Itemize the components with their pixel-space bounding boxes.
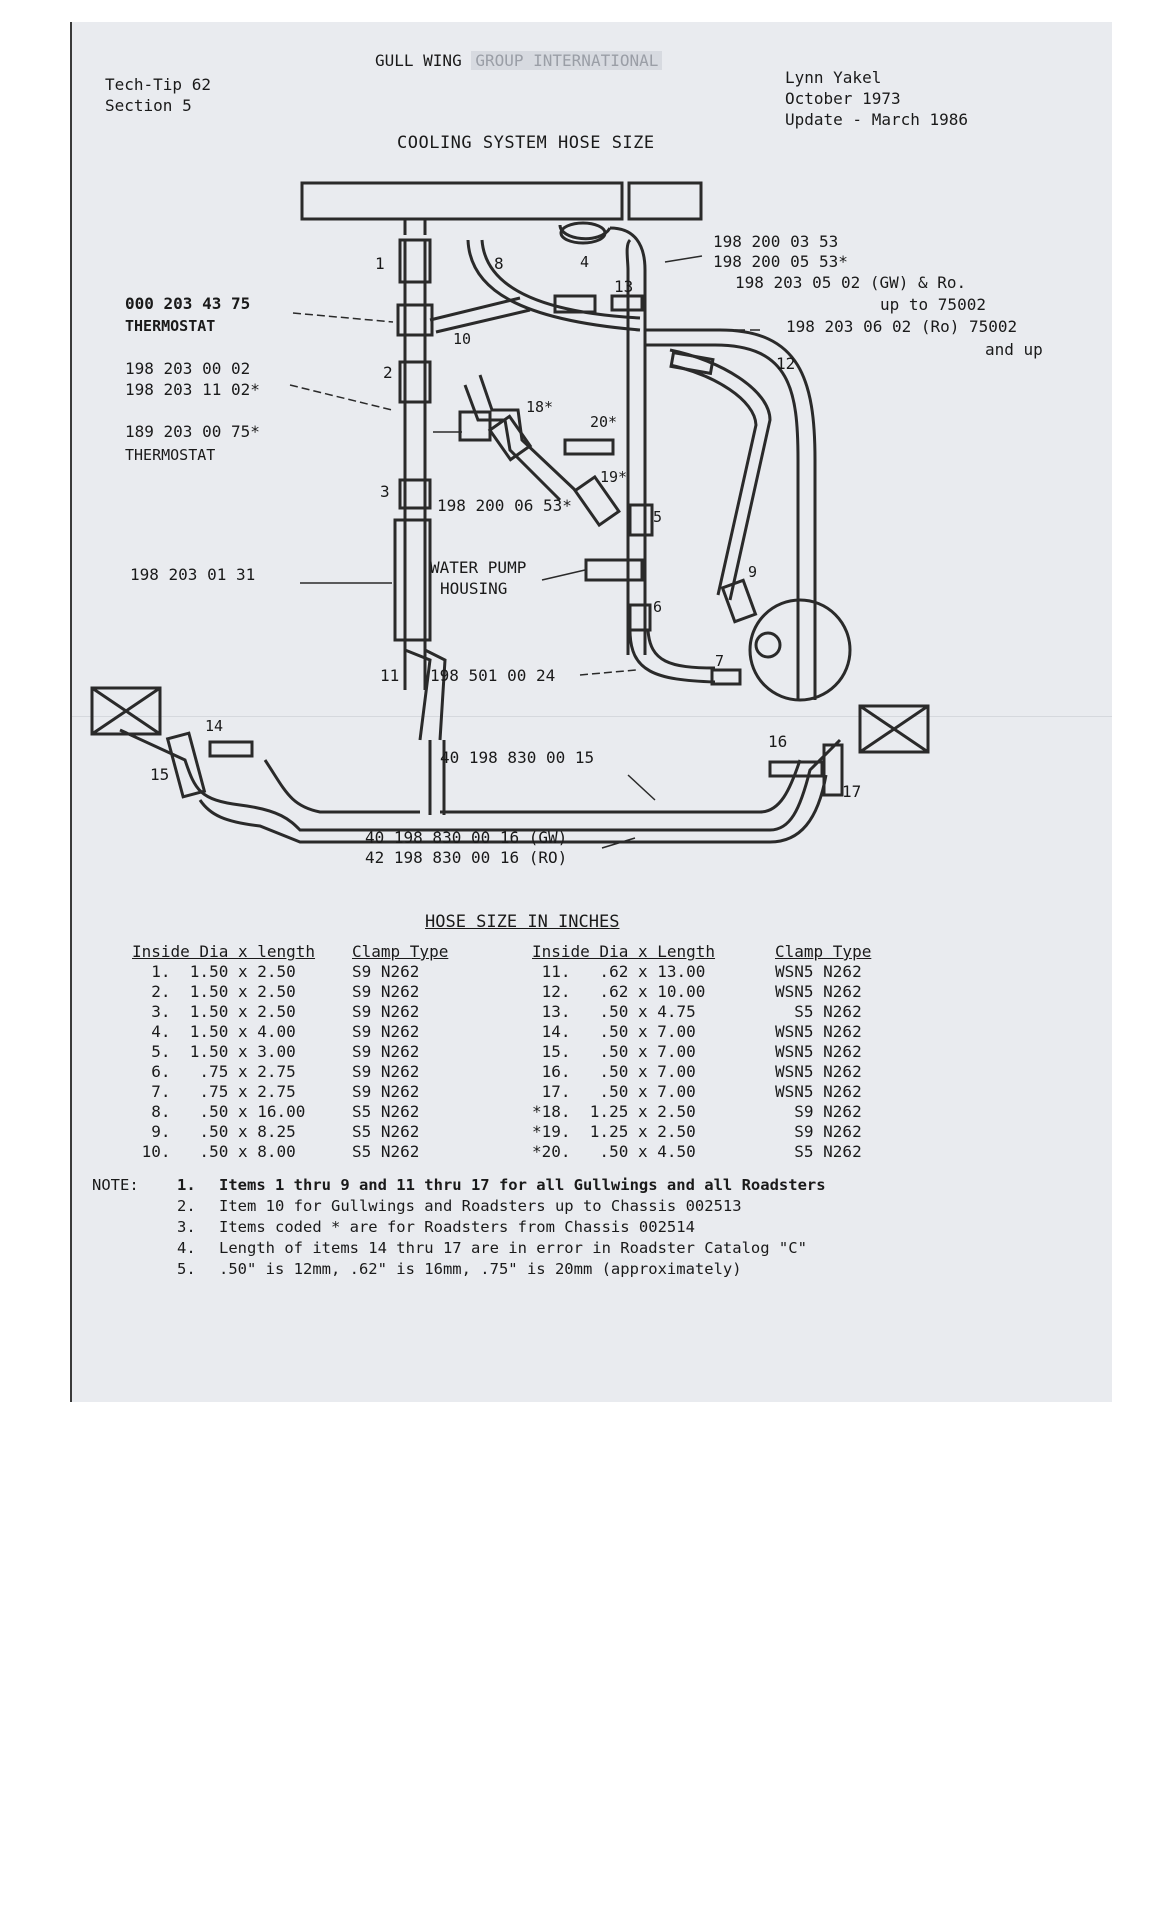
notes-section — [92, 1175, 826, 1280]
hose-clamp-type: WSN5 N262 — [775, 1042, 862, 1061]
tech-tip-label: Tech-Tip 62 — [105, 75, 211, 94]
hose-size: .50 x 4.75 — [570, 1002, 696, 1021]
and-up: and up — [985, 340, 1043, 359]
note-number: 3. — [177, 1218, 196, 1236]
hose-item-number: 16. — [532, 1062, 571, 1081]
hose-clamp-type: WSN5 N262 — [775, 1022, 862, 1041]
hose-item-number: 10. — [132, 1142, 171, 1161]
hose-clamp-type: S9 N262 — [352, 962, 420, 981]
hose-clamp-type: S9 N262 — [352, 1042, 420, 1061]
item-7: 7 — [715, 652, 725, 670]
hose-clamp-type: WSN5 N262 — [775, 1082, 862, 1101]
hose-row — [132, 962, 315, 982]
hose-20 — [565, 440, 613, 454]
hose-size: 1.50 x 2.50 — [170, 1002, 296, 1021]
water-pump-label: WATER PUMP — [430, 558, 527, 577]
thermostat-label-1: THERMOSTAT — [125, 317, 216, 335]
left-size-column — [132, 942, 315, 1162]
note-text: Item 10 for Gullwings and Roadsters up to Chassis 002513 — [219, 1197, 742, 1215]
expansion-tank — [629, 183, 701, 219]
hose-row — [532, 1002, 715, 1022]
hose-size: .50 x 4.50 — [570, 1142, 696, 1161]
org-name-faded: GROUP INTERNATIONAL — [471, 51, 662, 70]
hose-size: .62 x 13.00 — [570, 962, 706, 981]
radiator-top-tank — [302, 183, 622, 219]
hose-18-19 — [465, 375, 575, 500]
main-coolant-pipe — [405, 240, 425, 690]
hose-item-number: 15. — [532, 1042, 571, 1061]
hose-clamp-type: S5 N262 — [775, 1142, 862, 1161]
item-15: 15 — [150, 765, 170, 784]
hose-item-number: 3. — [132, 1002, 171, 1021]
hose-size: 1.25 x 2.50 — [570, 1102, 696, 1121]
item-14: 14 — [205, 717, 224, 735]
hose-row — [532, 982, 715, 1002]
hose-clamp-type: S9 N262 — [352, 1002, 420, 1021]
update-date: Update - March 1986 — [785, 110, 969, 129]
item-11: 11 — [380, 666, 400, 685]
hose-clamp-type: S9 N262 — [352, 1062, 420, 1081]
hose-clamp-type: WSN5 N262 — [775, 962, 862, 981]
hose-clamp-type: S5 N262 — [352, 1122, 420, 1141]
item-20: 20* — [590, 413, 618, 431]
hose-item-number: *19. — [532, 1122, 571, 1141]
note-item — [92, 1196, 826, 1217]
hose-size: .50 x 8.00 — [170, 1142, 296, 1161]
item-18: 18* — [526, 398, 554, 416]
hose-item-number: *18. — [532, 1102, 571, 1121]
hose-item-number: 7. — [132, 1082, 171, 1101]
hose-row — [532, 1102, 715, 1122]
item-8: 8 — [494, 254, 504, 273]
part-198-203-11-02: 198 203 11 02* — [125, 380, 260, 399]
hose-item-number: 8. — [132, 1102, 171, 1121]
hose-row — [532, 1062, 715, 1082]
water-pump-housing — [586, 560, 642, 580]
hose-row — [532, 1122, 715, 1142]
radiator-outlet — [405, 219, 425, 235]
item-4: 4 — [580, 253, 590, 271]
item-19: 19* — [600, 468, 628, 486]
hose-row — [532, 1142, 715, 1162]
hose-size: 1.50 x 3.00 — [170, 1042, 296, 1061]
hose-clamp-type: S9 N262 — [352, 1082, 420, 1101]
note-item — [92, 1217, 826, 1238]
item-12: 12 — [776, 354, 796, 373]
lower-pipe-front — [120, 730, 840, 830]
part-198-203-06-02: 198 203 06 02 (Ro) 75002 — [786, 317, 1018, 336]
hose-row — [132, 1122, 315, 1142]
note-text: Items 1 thru 9 and 11 thru 17 for all Gullwings and all Roadsters — [219, 1176, 826, 1194]
hose-item-number: 1. — [132, 962, 171, 981]
note-number: 4. — [177, 1239, 196, 1257]
right-clamp-column — [775, 942, 871, 1162]
hose-size: .50 x 16.00 — [170, 1102, 306, 1121]
note-item — [92, 1175, 826, 1196]
hose-item-number: 6. — [132, 1062, 171, 1081]
hose-row — [532, 1022, 715, 1042]
part-40-198-830-00-15: 40 198 830 00 15 — [440, 748, 595, 767]
item-9: 9 — [748, 563, 758, 581]
item-3: 3 — [380, 482, 390, 501]
hose-size: .50 x 7.00 — [570, 1082, 696, 1101]
hose-size: .75 x 2.75 — [170, 1082, 296, 1101]
thermostat-label-2: THERMOSTAT — [125, 446, 216, 464]
part-198-200-03-53: 198 200 03 53 — [713, 232, 839, 251]
left-clamp-column — [352, 942, 448, 1162]
hose-row — [132, 1002, 315, 1022]
right-size-column — [532, 942, 715, 1162]
hose-row — [132, 1042, 315, 1062]
original-date: October 1973 — [785, 89, 901, 108]
part-198-203-01-31: 198 203 01 31 — [130, 565, 256, 584]
hose-row — [132, 982, 315, 1002]
note-number: 2. — [177, 1197, 196, 1215]
header-inside-right: Inside Dia x Length — [532, 942, 716, 961]
housing-label: HOUSING — [440, 579, 508, 598]
hose-14 — [210, 742, 252, 756]
hose-item-number: 11. — [532, 962, 571, 981]
part-198-203-00-02: 198 203 00 02 — [125, 359, 251, 378]
item-13: 13 — [614, 277, 634, 296]
hose-row — [532, 1042, 715, 1062]
item-17: 17 — [842, 782, 862, 801]
hose-5 — [630, 505, 652, 535]
part-42-198-830-00-16: 42 198 830 00 16 (RO) — [365, 848, 568, 867]
hose-clamp-type: S5 N262 — [352, 1142, 420, 1161]
item-6: 6 — [653, 598, 663, 616]
note-number: 5. — [177, 1260, 196, 1278]
note-number: 1. — [177, 1176, 196, 1194]
header-clamp-right: Clamp Type — [775, 942, 872, 961]
part-198-200-06-53: 198 200 06 53* — [437, 496, 572, 515]
hose-row — [132, 1062, 315, 1082]
up-to-75002: up to 75002 — [880, 295, 986, 314]
note-text: .50" is 12mm, .62" is 16mm, .75" is 20mm (approximately) — [219, 1260, 742, 1278]
org-name: GULL WING GROUP INTERNATIONAL — [375, 50, 662, 71]
hose-size: .50 x 7.00 — [570, 1022, 696, 1041]
part-198-200-05-53: 198 200 05 53* — [713, 252, 848, 271]
hose-item-number: 2. — [132, 982, 171, 1001]
hose-clamp-type: S9 N262 — [775, 1102, 862, 1121]
author: Lynn Yakel — [785, 68, 882, 87]
hose-row — [132, 1142, 315, 1162]
note-item — [92, 1238, 826, 1259]
hose-7 — [630, 630, 715, 682]
note-text: Length of items 14 thru 17 are in error in Roadster Catalog "C" — [219, 1239, 807, 1257]
hose-row — [532, 962, 715, 982]
heater-valve — [750, 600, 850, 700]
header-inside-left: Inside Dia x length — [132, 942, 316, 961]
item-16: 16 — [768, 732, 788, 751]
part-189-203-00-75: 189 203 00 75* — [125, 422, 260, 441]
hose-item-number: 13. — [532, 1002, 571, 1021]
hose-row — [132, 1102, 315, 1122]
hose-item-number: 9. — [132, 1122, 171, 1141]
hose-item-number: *20. — [532, 1142, 571, 1161]
note-text: Items coded * are for Roadsters from Chassis 002514 — [219, 1218, 695, 1236]
hose-size: .50 x 7.00 — [570, 1062, 696, 1081]
hose-item-number: 12. — [532, 982, 571, 1001]
item-2: 2 — [383, 363, 393, 382]
hose-size: .75 x 2.75 — [170, 1062, 296, 1081]
section-label: Section 5 — [105, 96, 192, 115]
hose-clamp-type: S9 N262 — [352, 982, 420, 1001]
note-label: NOTE: — [92, 1176, 139, 1194]
header-clamp-left: Clamp Type — [352, 942, 449, 961]
note-item — [92, 1259, 826, 1280]
diagram-title: COOLING SYSTEM HOSE SIZE — [397, 133, 655, 153]
hose-clamp-type: S9 N262 — [352, 1022, 420, 1041]
hose-6 — [630, 605, 650, 630]
hose-size: 1.50 x 4.00 — [170, 1022, 296, 1041]
hose-clamp-type: S5 N262 — [775, 1002, 862, 1021]
part-198-203-05-02: 198 203 05 02 (GW) & Ro. — [735, 273, 967, 292]
part-000-203-43-75: 000 203 43 75 — [125, 294, 251, 313]
hose-item-number: 17. — [532, 1082, 571, 1101]
hose-size: .50 x 8.25 — [170, 1122, 296, 1141]
hose-item-number: 5. — [132, 1042, 171, 1061]
right-pipe — [645, 330, 815, 700]
part-198-501-00-24: 198 501 00 24 — [430, 666, 556, 685]
hose-item-number: 14. — [532, 1022, 571, 1041]
hose-row — [532, 1082, 715, 1102]
hose-size: .62 x 10.00 — [570, 982, 706, 1001]
hose-clamp-type: WSN5 N262 — [775, 982, 862, 1001]
hose-clamp-type: S5 N262 — [352, 1102, 420, 1121]
hose-row — [132, 1022, 315, 1042]
hose-table-title: HOSE SIZE IN INCHES — [425, 912, 620, 932]
item-1: 1 — [375, 254, 385, 273]
hose-item-number: 4. — [132, 1022, 171, 1041]
item-5: 5 — [653, 508, 663, 526]
hose-row — [132, 1082, 315, 1102]
hose-size: .50 x 7.00 — [570, 1042, 696, 1061]
hose-size: 1.50 x 2.50 — [170, 962, 296, 981]
part-40-198-830-00-16: 40 198 830 00 16 (GW) — [365, 828, 568, 847]
hose-clamp-type: WSN5 N262 — [775, 1062, 862, 1081]
hose-clamp-type: S9 N262 — [775, 1122, 862, 1141]
hose-size: 1.25 x 2.50 — [570, 1122, 696, 1141]
cross-pipe — [265, 760, 800, 812]
item-10: 10 — [453, 330, 472, 348]
hose-9 — [723, 580, 756, 621]
hose-size: 1.50 x 2.50 — [170, 982, 296, 1001]
thermostat-housing — [398, 305, 432, 335]
